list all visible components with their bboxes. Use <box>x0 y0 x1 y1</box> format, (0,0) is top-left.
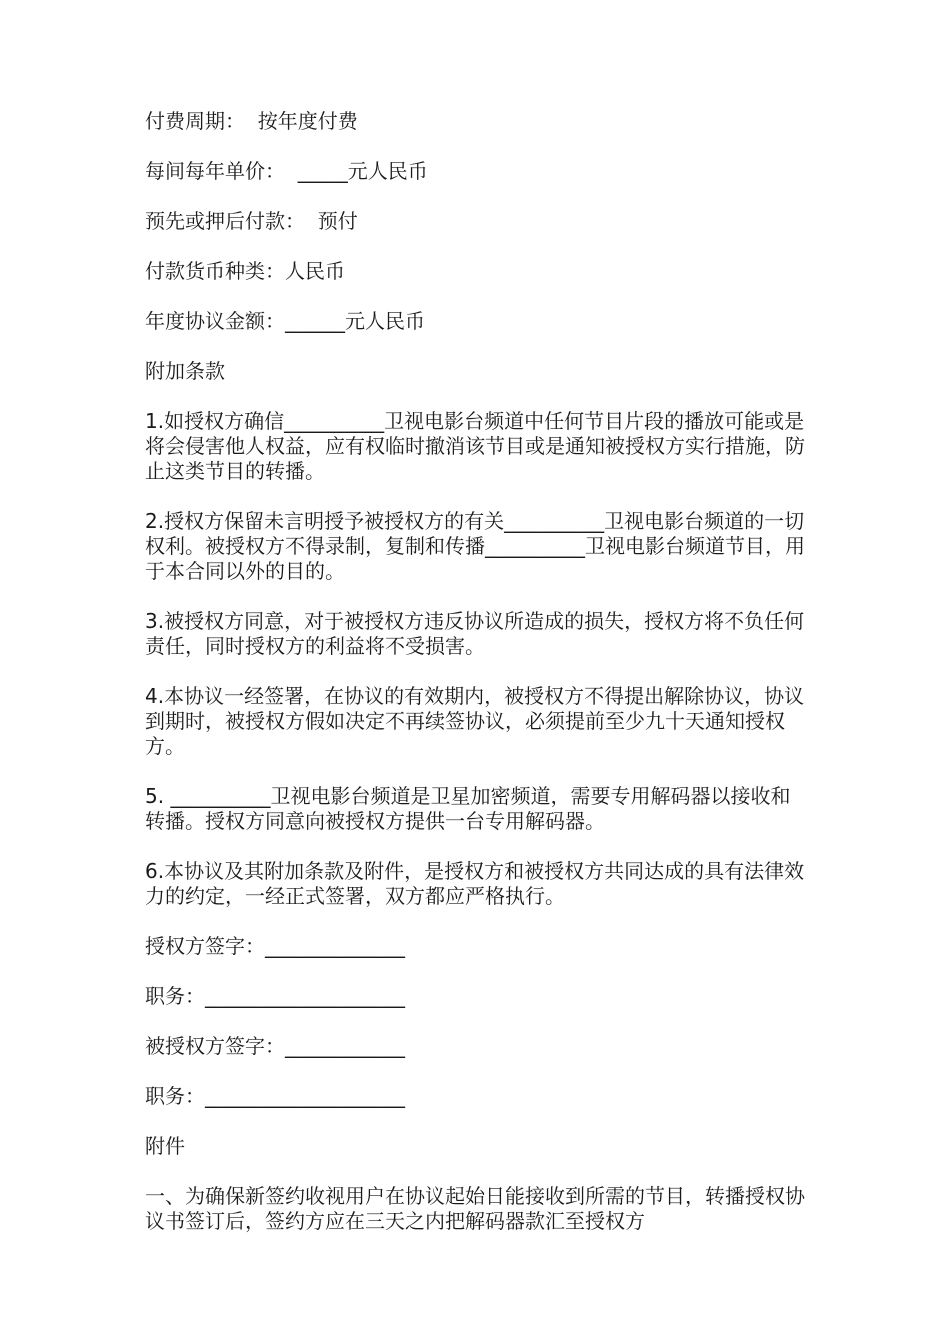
additional-terms-heading: 附加条款 <box>145 359 225 383</box>
document-page <box>145 109 807 1259</box>
licensee-signature-line: 被授权方签字：____________ <box>145 1034 405 1058</box>
term-2: 2.授权方保留未言明授予被授权方的有关__________卫视电影台频道的一切权利。被授权方不得录制，复制和传播__________卫视电影台频道节目，用于本合同以外的目的。 <box>145 509 805 583</box>
term-5: 5. __________卫视电影台频道是卫星加密频道，需要专用解码器以接收和转播。授权方同意向被授权方提供一台专用解码器。 <box>145 784 791 833</box>
appendix-heading: 附件 <box>145 1134 185 1158</box>
unit-price-line: 每间每年单价： _____元人民币 <box>145 159 428 183</box>
term-1: 1.如授权方确信__________卫视电影台频道中任何节目片段的播放可能或是将会侵害他人权益，应有权临时撤消该节目或是通知被授权方实行措施，防止这类节目的转播。 <box>145 409 805 483</box>
annual-amount-line: 年度协议金额：______元人民币 <box>145 309 425 333</box>
term-6: 6.本协议及其附加条款及附件，是授权方和被授权方共同达成的具有法律效力的约定，一经正式签署，双方都应严格执行。 <box>145 859 805 908</box>
term-4: 4.本协议一经签署，在协议的有效期内，被授权方不得提出解除协议，协议到期时，被授权方假如决定不再续签协议，必须提前至少九十天通知授权方。 <box>145 684 805 758</box>
licensor-signature-line: 授权方签字：______________ <box>145 934 405 958</box>
currency-line: 付款货币种类：人民币 <box>145 259 345 283</box>
licensee-title-line: 职务：____________________ <box>145 1084 405 1108</box>
prepay-line: 预先或押后付款： 预付 <box>145 209 358 233</box>
licensor-title-line: 职务：____________________ <box>145 984 405 1008</box>
term-3: 3.被授权方同意，对于被授权方违反协议所造成的损失，授权方将不负任何责任，同时授权方的利益将不受损害。 <box>145 609 805 658</box>
appendix-item-1: 一、为确保新签约收视用户在协议起始日能接收到所需的节目，转播授权协议书签订后，签约方应在三天之内把解码器款汇至授权方 <box>145 1184 805 1233</box>
payment-cycle-line: 付费周期： 按年度付费 <box>145 109 358 133</box>
